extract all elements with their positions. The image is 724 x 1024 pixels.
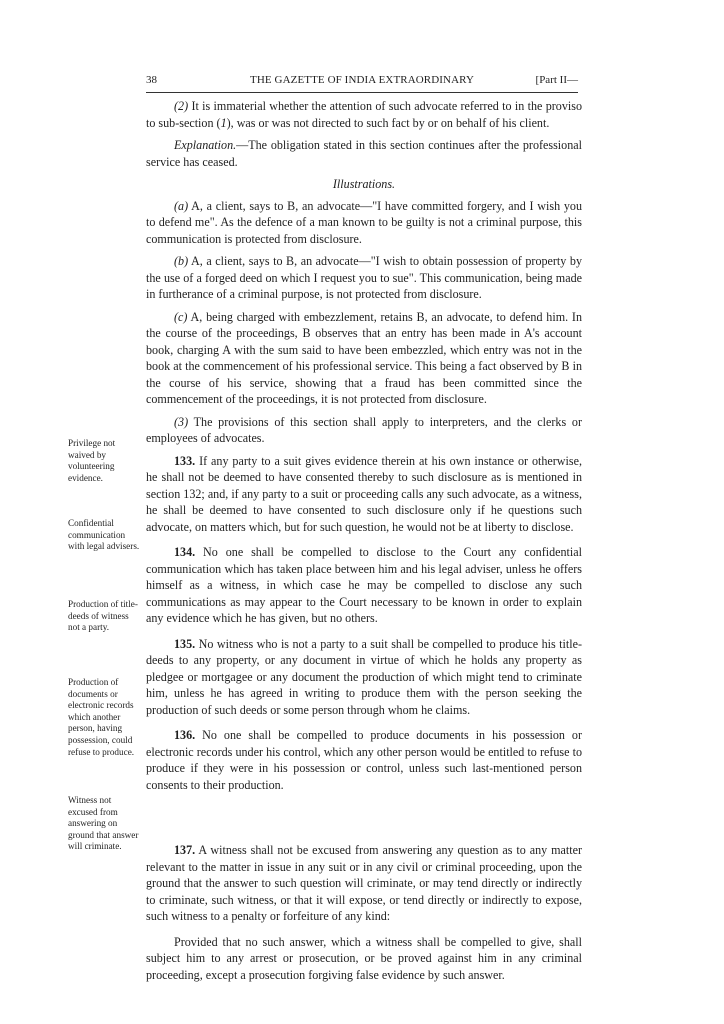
section-number: 133. bbox=[174, 453, 196, 468]
illustration-a: (a) A, a client, says to B, an advocate—"I have committed forgery, and I wish you to defend me". As the defence of a man known to be guilty is not a criminal purpose, this communication is protected from disclosure. bbox=[146, 198, 582, 246]
margin-note-137: Witness not excused from answering on ground that answer will criminate. bbox=[68, 795, 139, 852]
section-135: 135. No witness who is not a party to a suit shall be compelled to produce his title-deeds to any property, or any document in virtue of which he holds any property as pledgee or mortgagee or any document the production of which might tend to criminate him, unless he has agreed in writing to produce them with the person seeking the production of such deeds or some person through whom he claims. bbox=[146, 636, 582, 717]
running-header bbox=[146, 74, 578, 90]
document-body bbox=[146, 98, 582, 989]
illustration-b: (b) A, a client, says to B, an advocate—"I wish to obtain possession of property by the use of a forged deed on which I request you to sue". This communication, being made in furtherance of a criminal purpose, is not protected from disclosure. bbox=[146, 254, 582, 301]
margin-note-135: Production of title-deeds of witness not a party. bbox=[68, 599, 138, 633]
section-number: 134. bbox=[174, 545, 196, 559]
margin-note-134: Confidential communication with legal advisers. bbox=[68, 518, 140, 552]
explanation-paragraph: Explanation.—The obligation stated in this section continues after the professional service has ceased. bbox=[146, 138, 582, 169]
section-137: 137. A witness shall not be excused from answering any question as to any matter relevant to the matter in issue in any suit or in any civil or criminal proceeding, upon the ground that the answer to such question will criminate, or may tend directly or indirectly to criminate, such witness, or that it will expose, or tend directly or indirectly to expose, such witness to a penalty or forfeiture of any kind: bbox=[146, 843, 582, 923]
section-136: 136. No one shall be compelled to produce documents in his possession or electronic records under his control, which any other person would be entitled to refuse to produce if they were in his possession or control, unless such last-mentioned person consents to their production. bbox=[146, 728, 582, 792]
section-gap bbox=[146, 802, 582, 842]
proviso-paragraph: Provided that no such answer, which a witness shall be compelled to give, shall subject him to any arrest or prosecution, or be proved against him in any criminal proceeding, except a prosecution forgiving false evidence by such answer. bbox=[146, 934, 582, 982]
subsection-number: (2) bbox=[174, 99, 189, 113]
paragraph-sub-3: (3) The provisions of this section shall apply to interpreters, and the clerks or employees of advocates. bbox=[146, 414, 582, 445]
explanation-label: Explanation. bbox=[174, 138, 237, 152]
page-number: 38 bbox=[146, 74, 157, 86]
section-number: 137. bbox=[174, 843, 196, 857]
part-label: [Part II— bbox=[535, 74, 578, 86]
margin-note-136: Production of documents or electronic records which another person, having possession, could refuse to produce. bbox=[68, 677, 135, 757]
illustration-c: (c) A, being charged with embezzlement, retains B, an advocate, to defend him. In the course of the proceedings, B observes that an entry has been made in A's account book, charging A with the sum said to have been embezzled, which entry was not in the book at the commencement of his professional service. This being a fact observed by B in the course of his service, showing that a fraud has been committed since the commencement of the proceedings, it is not protected from disclosure. bbox=[146, 309, 582, 406]
margin-note-133: Privilege not waived by volunteering evidence. bbox=[68, 438, 116, 483]
section-number: 135. bbox=[174, 636, 196, 651]
section-134: 134. No one shall be compelled to disclose to the Court any confidential communication which has taken place between him and his legal adviser, unless he offers himself as a witness, in which case he may be compelled to disclose any such communications as may appear to the Court necessary to be known in order to explain any evidence which he has given, but no others. bbox=[146, 545, 582, 625]
section-number: 136. bbox=[174, 728, 196, 742]
illustrations-heading: Illustrations. bbox=[332, 177, 396, 191]
gazette-title: THE GAZETTE OF INDIA EXTRAORDINARY bbox=[250, 74, 474, 86]
section-133: 133. If any party to a suit gives evidence therein at his own instance or otherwise, he shall not be deemed to have consented thereby to such disclosure as is mentioned in section 132; and, if any party to a suit or proceeding calls any such advocate, as a witness, he shall be deemed to have consented to such disclosure only if he questions such advocate, on matters which, but for such question, he would not be at liberty to disclose. bbox=[146, 453, 582, 534]
paragraph-sub-2: (2) It is immaterial whether the attention of such advocate referred to in the proviso to sub-section (1), was or was not directed to such fact by or on behalf of his client. bbox=[146, 99, 582, 130]
header-rule bbox=[146, 92, 578, 93]
